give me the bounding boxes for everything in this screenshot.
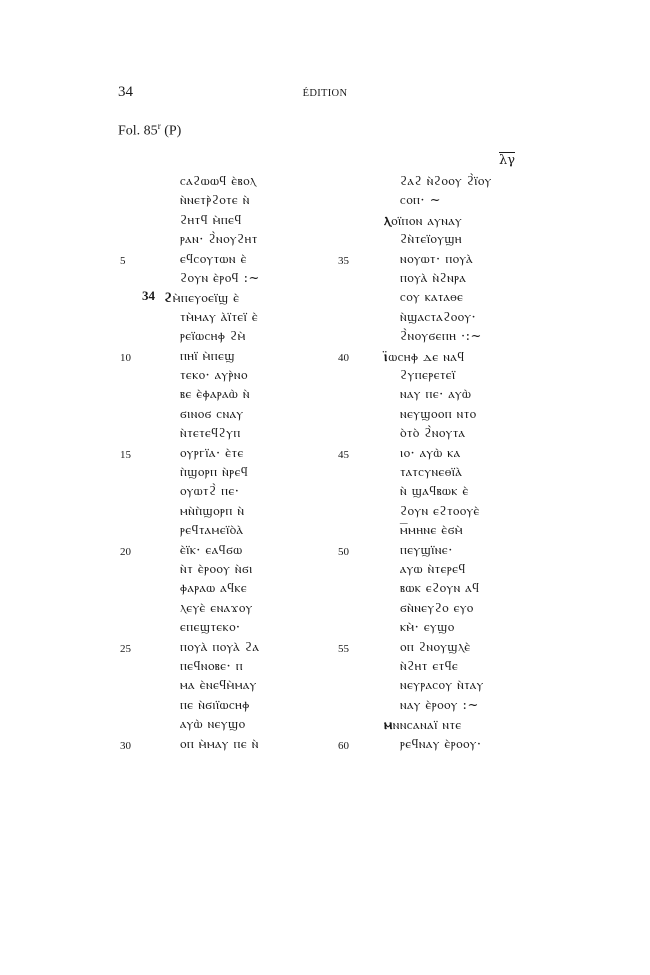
text-line: ϩⲏⲧϥ ⲙ̀ⲡⲉϥ — [180, 212, 242, 228]
text-line: ⲕⲙ̀· ⲉⲩϣⲟ — [400, 620, 455, 636]
text-line: ⲛ̀ϩⲏⲧ ⲉⲧϥⲉ — [400, 659, 459, 674]
text-line — [384, 349, 465, 366]
text-line: ⲟⲡ ⲙ̀ⲙⲁⲩ ⲡⲉ ⲛ̀ — [180, 736, 259, 752]
text-line: ⲣⲉⲓ̈ⲱⲥⲏⲫ ϩⲙ̀ — [180, 329, 246, 345]
text-line: ϩⲟⲩⲛ ⲉ̀ⲣⲟϥ :~ — [180, 271, 260, 286]
text-line: ϩⲩⲡⲉⲣⲉⲧⲉⲓ̈ — [400, 368, 456, 383]
text-line: ⲛ̀ ϣⲁϥⲃⲱⲕ ⲉ̀ — [400, 484, 469, 500]
text-line: ⲃⲱⲕ ⲉϩⲟⲩⲛ ⲁϥ — [400, 581, 480, 597]
folio-reference — [118, 121, 181, 140]
line-number: 30 — [120, 739, 131, 752]
text-line: ϩ̀ⲛⲟⲩϭⲉⲡⲏ ·:~ — [400, 329, 482, 345]
text-line: ⲉϥⲥⲟⲩⲧⲱⲛ ⲉ̀ — [180, 251, 247, 267]
text-line: ⲙ̅ⲙⲏⲛⲉ ⲉ̀ϭⲙ̀ — [400, 523, 463, 539]
line-number: 15 — [120, 448, 131, 461]
text-line — [384, 717, 462, 734]
text-line: ⲡⲉϥⲛⲟⲃⲉ· ⲡ — [180, 659, 244, 674]
text-line: ⲧⲙ̀ⲙⲁⲩ ⲁ̀ⲓ̈ⲧⲉⲓ̈ ⲉ̀ — [180, 309, 259, 325]
text-line: ⲛ̀ⲧ ⲉ̀ⲣⲟⲟⲩ ⲛ̀ϭⲓ — [180, 562, 253, 577]
text-line: ϭⲓⲛⲟϭ ⲥⲛⲁⲩ — [180, 406, 244, 422]
text-line: ⲡⲏⲓ̈ ⲙ̀ⲡⲉϣ — [180, 348, 236, 364]
text-line: ⲣⲉϥⲛⲁⲩ ⲉ̀ⲣⲟⲟⲩ· — [400, 736, 482, 752]
line-text: ⲟⲓ̈ⲡⲟⲛ ⲁⲩⲛⲁⲩ — [391, 213, 463, 229]
folio-label: Fol. 85 — [118, 123, 158, 139]
text-line: ⲧⲉⲕⲟ· ⲁⲩⲣ̀ⲛⲟ — [180, 368, 248, 383]
text-line: ⲛ̀ⲧⲉⲧⲉϥϩⲩⲡ — [180, 426, 241, 442]
line-number: 50 — [338, 545, 349, 558]
text-line: ⲁⲩⲱ̀ ⲛⲉⲩϣⲟ — [180, 717, 246, 733]
initial-letter: ϩ — [164, 290, 173, 307]
section-marker: 34 — [142, 288, 155, 303]
text-line: ⲣⲁⲛ· ϩ̀ⲛⲟⲩϩⲏⲧ — [180, 232, 258, 248]
text-line: ⲟ̀ⲧⲟ̀ ϩ̀ⲛⲟⲩⲧⲁ — [400, 426, 466, 442]
page-number: 34 — [118, 84, 133, 100]
text-line: ⲗⲉⲩⲉ̀ ⲉⲛⲁϫⲟⲩ — [180, 600, 253, 616]
text-line: ⲛⲁⲩ ⲡⲉ· ⲁⲩⲱ̀ — [400, 387, 472, 403]
text-line: ⲡ̀ϣⲟⲣⲡ ⲛ̀ⲣⲉϥ — [180, 465, 249, 480]
text-line: ⲣⲉϥⲧⲁⲙⲉⲓ̈ⲟ̀ⲁ̀ — [180, 523, 244, 539]
line-number: 60 — [338, 739, 349, 752]
text-line: ϩⲟⲩⲛ ⲉϩⲧⲟⲟⲩⲉ̀ — [400, 503, 480, 519]
text-line: ⲫⲁⲣⲁⲱ ⲁϥⲕⲉ — [180, 581, 248, 597]
folio-superscript: r — [157, 121, 161, 131]
text-line: ⲛ̀ϣⲁⲥⲧⲁϩⲟⲟⲩ· — [400, 309, 477, 325]
initial-letter: ⲓ — [384, 348, 388, 365]
text-line: ⲡⲟⲩⲁ̀ ⲡⲟⲩⲁ̀ ϩⲁ — [180, 639, 260, 655]
text-line: ⲟⲩⲣⲅⲓ̈ⲁ· ⲉ̀ⲧⲉ — [180, 445, 244, 461]
text-line: ⲡⲉ ⲛ̀ϭⲓⲓ̈ⲱⲥⲏⲫ — [180, 697, 250, 713]
text-line: ⲥⲟⲩ ⲕⲁⲧⲁⲑⲉ — [400, 290, 464, 306]
text-line: ⲉ̀ⲓ̈ⲕ· ⲉⲁϥϭⲱ — [180, 542, 243, 558]
text-line: ⲛⲟⲩⲱⲧ· ⲡⲟⲩⲁ̀ — [400, 251, 474, 267]
text-line: ⲧⲁⲧⲥⲩⲛⲉⲑⲓ̈ⲁ̀ — [400, 465, 463, 480]
initial-letter: ⲗ — [384, 212, 392, 229]
text-line: ⲃⲉ ⲉ̀ⲫⲁⲣⲁⲱ̀ ⲛ̀ — [180, 387, 250, 403]
folio-suffix: (P) — [160, 123, 182, 139]
text-line: ϩⲁϩ ⲛ̀ϩⲟⲟⲩ ϩ̀ⲓ̈ⲟⲩ — [400, 174, 492, 189]
line-number: 40 — [338, 351, 349, 364]
text-line: ⲟⲩⲱⲧϩ̀ ⲡⲉ· — [180, 484, 240, 500]
text-line: ⲟⲡ ϩⲛⲟⲩϣⲗⲉ̀ — [400, 639, 471, 655]
line-text: ⲙ̀ⲡⲉⲩⲟⲉⲓ̈ϣ ⲉ̀ — [172, 291, 240, 307]
text-line: ϭⲛ̀ⲛⲉⲩϩⲟ ⲉⲩⲟ — [400, 600, 474, 616]
line-number: 45 — [338, 448, 349, 461]
text-line: ⲛⲉⲩⲣⲁⲥⲟⲩ ⲛ̀ⲧⲁⲩ — [400, 678, 484, 694]
line-number: 10 — [120, 351, 131, 364]
line-number: 20 — [120, 545, 131, 558]
text-line: ⲙⲛ̀ⲡ̀ϣⲟⲣⲡ ⲛ̀ — [180, 503, 245, 519]
text-line: ⲛⲉⲩϣⲟⲟⲡ ⲛⲧⲟ — [400, 406, 477, 422]
running-title: ÉDITION — [302, 88, 348, 99]
text-line: ⲛⲁⲩ ⲉ̀ⲣⲟⲟⲩ :~ — [400, 697, 479, 713]
text-line: ⲓⲟ· ⲁⲩⲱ̀ ⲕⲁ — [400, 445, 461, 461]
line-number: 55 — [338, 642, 349, 655]
line-number: 25 — [120, 642, 131, 655]
text-line — [384, 213, 462, 230]
initial-letter: ⲙ — [384, 717, 393, 734]
text-line: ⲥⲁϩⲱⲱϥ ⲉ̀ⲃⲟⲗ — [180, 174, 257, 189]
quire-mark: λγ — [499, 153, 516, 168]
text-line: ⲡⲉⲩϣⲓ̈ⲛⲉ· — [400, 542, 453, 558]
text-line: ⲡⲟⲩⲁ̀ ⲛ̀ϩⲛⲣⲁ — [400, 271, 467, 286]
line-text: ̈ⲱⲥⲏⲫ ⲇⲉ ⲛⲁϥ — [387, 349, 465, 365]
text-line: ⲛ̀ⲛⲉⲧⲣ̀ϩⲟⲧⲉ ⲛ̀ — [180, 193, 250, 209]
text-line: ϩⲛ̀ⲧⲉⲓ̈ⲟⲩϣⲏ — [400, 232, 463, 248]
text-line — [164, 290, 240, 307]
text-line: ⲙⲁ ⲉ̀ⲛⲉϥⲙ̀ⲙⲁⲩ — [180, 678, 257, 694]
text-line: ⲉⲡⲉϣⲧⲉⲕⲟ· — [180, 620, 241, 636]
text-line: ⲁⲩⲱ ⲛ̀ⲧⲉⲣⲉϥ — [400, 562, 466, 577]
line-text: ⲛⲛⲥⲁⲛⲁⲓ̈ ⲛⲧⲉ — [392, 718, 462, 734]
line-number: 35 — [338, 254, 349, 267]
line-number: 5 — [120, 254, 126, 267]
text-line: ⲥⲟⲡ· ~ — [400, 193, 442, 209]
